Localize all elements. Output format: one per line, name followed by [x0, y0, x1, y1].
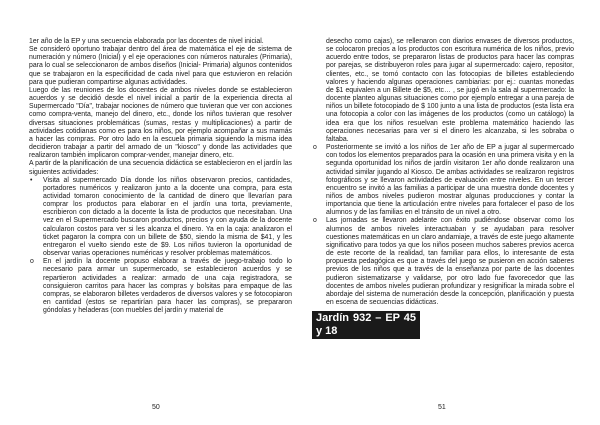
list-item [29, 177, 292, 259]
bullet-marker: • [30, 176, 33, 184]
activity-list [312, 38, 574, 307]
page-number: 50 [152, 404, 160, 411]
list-item-text: Posteriormente se invitó a los niños de 1er año de EP a jugar al supermercado con todos los elementos preparados para la ocasión en una primera visita y en la segunda oportunidad los niños de jardín visitaron 1er año donde realizaron una actividad similar jugando al Kiosco. De ambas actividades se realizaron registros fotográficos y se llevaron actividades de evaluación entre niveles. En un tercer encuentro se invitó a las familias a participar de una muestra donde docentes y niños de ambos niveles pudieron mostrar algunas producciones y contar la importancia que tiene la articulación entre niveles para fortalecer el paso de los alumnos y de las familias en el tránsito de un nivel a otro. [326, 144, 574, 217]
list-item-text: En el jardín la docente propuso elaborar a través de juego-trabajo todo lo necesario para armar un supermercado, se establecieron acuerdos y se repartieron actividades a realizar: armado de una caja registradora, se consiguieron carritos para hacer las compras y bolsitas para empaque de las compras, se elaboraron billetes verdaderos de diversos valores y se fotocopiaron en cantidad (estos se repartirían para hacer las compras), se prepararon góndolas y heladeras (con muebles del jardín y material de [43, 258, 292, 315]
right-page [300, 0, 600, 425]
paragraph-3: A partir de la planificación de una secuencia didáctica se establecieron en el jardín las siguientes actividades: [29, 160, 292, 176]
list-item [29, 258, 292, 315]
list-item-text: Visita al supermercado Día donde los niños observaron precios, cantidades, portadores numéricos y realizaron junto a la docente una compra, para esta actividad tomaron conocimiento de la cantidad de dinero que llevarían para comprar los productos para elaborar en el jardín una torta, previamente, escribieron con dictado a la docente la lista de productos que necesitaban. Una vez en el Supermercado buscaron productos, precios y con ayuda de la docente calcularon costos para ver si les alcanza el dinero. Ya en la caja: analizaron el ticket pagaron la compra con un billete de $50, siendo la misma de $41, y les entregaron el vuelto siendo este de $9. Los niños tuvieron la oportunidad de observar varias operaciones numéricas y resolver problemas matemáticos. [43, 176, 292, 258]
paragraph-1: Se consideró oportuno trabajar dentro del área de matemática el eje de sistema de numeración y número (Inicial) y el eje operaciones con números naturales (Primaria), para lo cual se seleccionaron de ambos diseños (Inicial- Primaria) algunos contenidos que se trabajaron en la especificidad de cada nivel para que estuvieron en relación para que pudieran compartirse algunas actividades. [29, 46, 292, 86]
school-banner: Jardín 932 – EP 45 y 18 [312, 311, 420, 339]
list-item [312, 38, 574, 144]
bullet-marker: o [30, 258, 34, 266]
list-item [312, 144, 574, 217]
bullet-marker: o [313, 144, 317, 152]
bullet-marker: o [313, 217, 317, 225]
left-page-text [29, 38, 292, 315]
intro-paragraph: 1er año de la EP y una secuencia elaborada por las docentes de nivel inicial. [29, 38, 264, 45]
list-item [312, 217, 574, 307]
activity-list [29, 177, 292, 316]
paragraph-2: Luego de las reuniones de los docentes de ambos niveles donde se establecieron acuerdos y se decidió desde el nivel inicial a partir de la experiencia directa al Supermercado "Día", trabajar nociones de número que tuvieran que ver con acciones como compra-venta, manejo del dinero, etc., donde los niños tuvieran que resolver diversas situaciones problemáticas (sumas, restas y multiplicaciones) a partir de actividades cotidianas como es para los niños, por ejemplo acompañar a sus mamás a hacer las compras. Por otro lado en la escuela primaria siguiendo la misma idea decidieron trabajar a partir del armado de un "kiosco" y donde las actividades que realizaron también implicaron comprar-vender, manejar dinero, etc. [29, 86, 292, 160]
list-item-text: desecho como cajas), se rellenaron con diarios envases de diversos productos, se colocaron precios a los productos con escritura numérica de los niños, previo acuerdo entre todos, se prepararon listas de productos para hacer las compras por parejas, se distribuyeron roles para jugar al supermercado: cajero, repositor, clientes, etc., se tomó contacto con las fotocopias de billetes estableciendo valores y haciendo algunas operaciones cambiarias: por ej.: cuantas monedas de $1 equivalen a un Billete de $5, etc… , se jugó en la sala al supermercado: la docente planteo algunas situaciones como por ejemplo entregar a una pareja de niños un billete fotocopiado de $ 100 junto a una lista de productos (esta lista era una fotocopia a color con las imágenes de los productos (como un catálogo) la idea era que los niños resuelvan este problema matemático haciendo las operaciones necesarias para ver si el dinero les alcanzaba, si les sobraba o faltaba. [326, 38, 574, 143]
right-page-text [312, 38, 574, 339]
list-item-text: Las jornadas se llevaron adelante con éxito pudiéndose observar como los alumnos de ambos niveles interactuaban y se ayudaban para resolver cuestiones matemáticas en un claro andamiaje, a través de este juego altamente significativo para todos ya que los niños poseen muchos saberes previos acerca de este recorte de la realidad, tan familiar para ellos, lo interesante de esta propuesta pedagógica es que a través del juego se pusieron en acción saberes previos de los niños que a través de la enseñanza por parte de las docentes pudieron sistematizarse y validarse, por otro lado fue favorecedor que las docentes de ambos niveles pudieran profundizar y resignificar la mirada sobre el abordaje del sistema de numeración desde la concepción, planificación y puesta en escena de secuencias didácticas. [326, 217, 574, 306]
page-number: 51 [438, 404, 446, 411]
